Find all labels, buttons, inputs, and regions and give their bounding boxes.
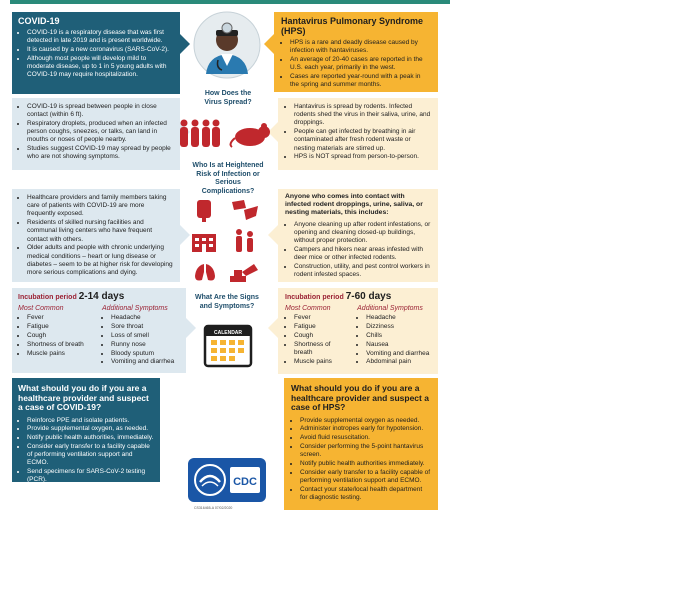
list-item: • Consider performing the 5-point hantavirus screen. [300,443,431,459]
list-item: • Reinforce PPE and isolate patients. [27,417,154,425]
list-item: • Provide supplemental oxygen, as needed. [27,425,154,433]
list-item: • People can get infected by breathing in air contaminated after fresh rodent waste or nesting materials are stirred up. [294,128,431,153]
list-item: • COVID-19 is a respiratory disease that was first detected in late 2019 and is present worldwide. [27,29,174,45]
arrow-pointer [186,318,196,338]
list-item: • Although most people will develop mild to moderate disease, up to 1 in 5 young adults with COVID-19 may require hospitalization. [27,55,174,80]
symptom-columns [285,305,431,367]
list-item: • Campers and hikers near areas infested with deer mice or other infected rodents. [294,246,431,262]
list-item: • Cases are reported year-round with a peak in the spring and summer months. [290,73,431,89]
list-item: • Dizziness [366,323,431,331]
doctor-icon [192,10,262,80]
covid-symptoms-panel [12,288,186,373]
hhs-cdc-logo [188,458,266,502]
covid-most-common [18,305,94,367]
list-item: • Avoid fluid resuscitation. [300,434,431,442]
list-item: • Chills [366,332,431,340]
covid-spread-panel [12,98,180,170]
covid-incubation: Incubation period 2-14 days [18,291,125,302]
covid-additional [102,305,180,367]
list-item: • Vomiting and diarrhea [111,358,180,366]
hps-spread-list [285,103,431,162]
hps-most-common [285,305,349,367]
list-item: • Nausea [366,341,431,349]
covid-risk-panel [12,189,180,282]
question-symptoms: What Are the Signs and Symptoms? [195,294,259,310]
column-heading: Most Common [285,305,331,313]
people-icon [178,118,222,148]
column-heading: Most Common [18,305,64,313]
blood-bag-icon [194,198,214,222]
list-item: • Muscle pains [294,358,349,366]
list-item: • Studies suggest COVID-19 may spread by people who are not showing symptoms. [27,145,174,161]
calendar-icon [203,322,253,368]
list-item: • Cough [27,332,94,340]
list-item: • Hantavirus is spread by rodents. Infected rodents shed the virus in their saliva, urine, and droppings. [294,103,431,128]
excavator-icon [228,262,260,286]
hps-action-panel [284,378,438,510]
covid-risk-list [18,194,174,277]
question-spread: How Does the Virus Spread? [204,90,252,106]
list-item: • It is caused by a new coronavirus (SARS-CoV-2). [27,46,174,54]
hps-spread-panel [278,98,438,170]
column-heading: Additional Symptoms [357,305,423,313]
list-item: • Send specimens for SARS-CoV-2 testing (PCR). [27,468,154,484]
hps-risk-list [285,221,431,280]
hps-action-question: What should you do if you are a healthcare provider and suspect a case of HPS? [291,383,429,412]
hps-title: Hantavirus Pulmonary Syndrome (HPS) [281,16,424,36]
list-item: • Notify public health authorities immediately. [300,460,431,468]
cdc-label: CDC [233,476,257,488]
covid-title: COVID-19 [18,16,60,26]
list-item: • Cough [294,332,349,340]
cleaning-gloves-icon [230,198,260,222]
list-item: • Healthcare providers and family members taking care of patients with COVID-19 are more frequently exposed. [27,194,174,219]
top-accent-strip [10,0,450,4]
hps-risk-intro: Anyone who comes into contact with infected rodent droppings, urine, saliva, or nesting materials, this includes: [285,193,423,217]
list-item: • Headache [366,314,431,322]
hps-symptoms-panel [278,288,438,374]
list-item: • Fatigue [294,323,349,331]
hikers-icon [230,228,258,254]
hps-additional [357,305,431,367]
arrow-pointer [264,34,274,54]
list-item: • Residents of skilled nursing facilities and communal living centers who have frequent contact with others. [27,219,174,244]
list-item: • Loss of smell [111,332,180,340]
hps-action-list [291,417,431,503]
lungs-icon [192,260,218,284]
list-item: • Headache [111,314,180,322]
covid-spread-list [18,103,174,162]
list-item: • Abdominal pain [366,358,431,366]
covid-about-list [18,29,174,79]
list-item: • Anyone cleaning up after rodent infestations, or opening and cleaning closed-up buildings, without proper protection. [294,221,431,246]
arrow-pointer [180,34,190,54]
hps-about-panel [274,12,438,92]
list-item: • Contact your state/local health department for diagnostic testing. [300,486,431,502]
list-item: • Notify public health authorities, immediately. [27,434,154,442]
covid-about-panel [12,12,180,94]
list-item: • Older adults and people with chronic underlying medical conditions – heart or lung disease or diabetes – seem to be at higher risk for developing more serious complications and dying. [27,244,174,277]
hospital-icon [190,230,218,252]
calendar-label: CALENDAR [213,330,243,336]
list-item: • HPS is NOT spread from person-to-person. [294,153,431,161]
list-item: • Fever [294,314,349,322]
hps-about-list [281,39,431,89]
covid-action-panel [12,378,160,482]
list-item: • Construction, utility, and pest control workers in rodent infested spaces. [294,263,431,279]
arrow-pointer [268,318,278,338]
list-item: • Shortness of breath [27,341,94,349]
list-item: • Provide supplemental oxygen as needed. [300,417,431,425]
list-item: • Muscle pains [27,350,94,358]
rodent-icon [228,120,274,148]
document-footnote: CS316465-A 07/02/2020 [194,506,233,510]
covid-action-list [18,417,154,485]
list-item: • Vomiting and diarrhea [366,350,431,358]
list-item: • Fever [27,314,94,322]
hps-risk-panel [278,189,438,282]
arrow-pointer [180,225,190,245]
list-item: • COVID-19 is spread between people in close contact (within 6 ft). [27,103,174,119]
list-item: • Administer inotropes early for hypotension. [300,425,431,433]
column-heading: Additional Symptoms [102,305,168,313]
list-item: • Consider early transfer to a facility capable of performing ventilation support and ECMO. [27,443,154,468]
question-risk: Who Is at Heightened Risk of Infection or Serious Complications? [192,162,264,195]
list-item: • Runny nose [111,341,180,349]
symptom-columns [18,305,180,367]
list-item: • Respiratory droplets, produced when an infected person coughs, sneezes, or talks, can land in mouths or noses of people nearby. [27,120,174,145]
covid-action-question: What should you do if you are a healthcare provider and suspect a case of COVID-19? [18,383,149,412]
hps-incubation: Incubation period 7-60 days [285,291,392,302]
list-item: • Consider early transfer to a facility capable of performing ventilation support and ECMO. [300,469,431,485]
list-item: • Fatigue [27,323,94,331]
list-item: • Bloody sputum [111,350,180,358]
list-item: • An average of 20-40 cases are reported in the U.S. each year, primarily in the west. [290,56,431,72]
list-item: • Shortness of breath [294,341,349,357]
arrow-pointer [268,225,278,245]
list-item: • HPS is a rare and deadly disease caused by infection with hantaviruses. [290,39,431,55]
list-item: • Sore throat [111,323,180,331]
